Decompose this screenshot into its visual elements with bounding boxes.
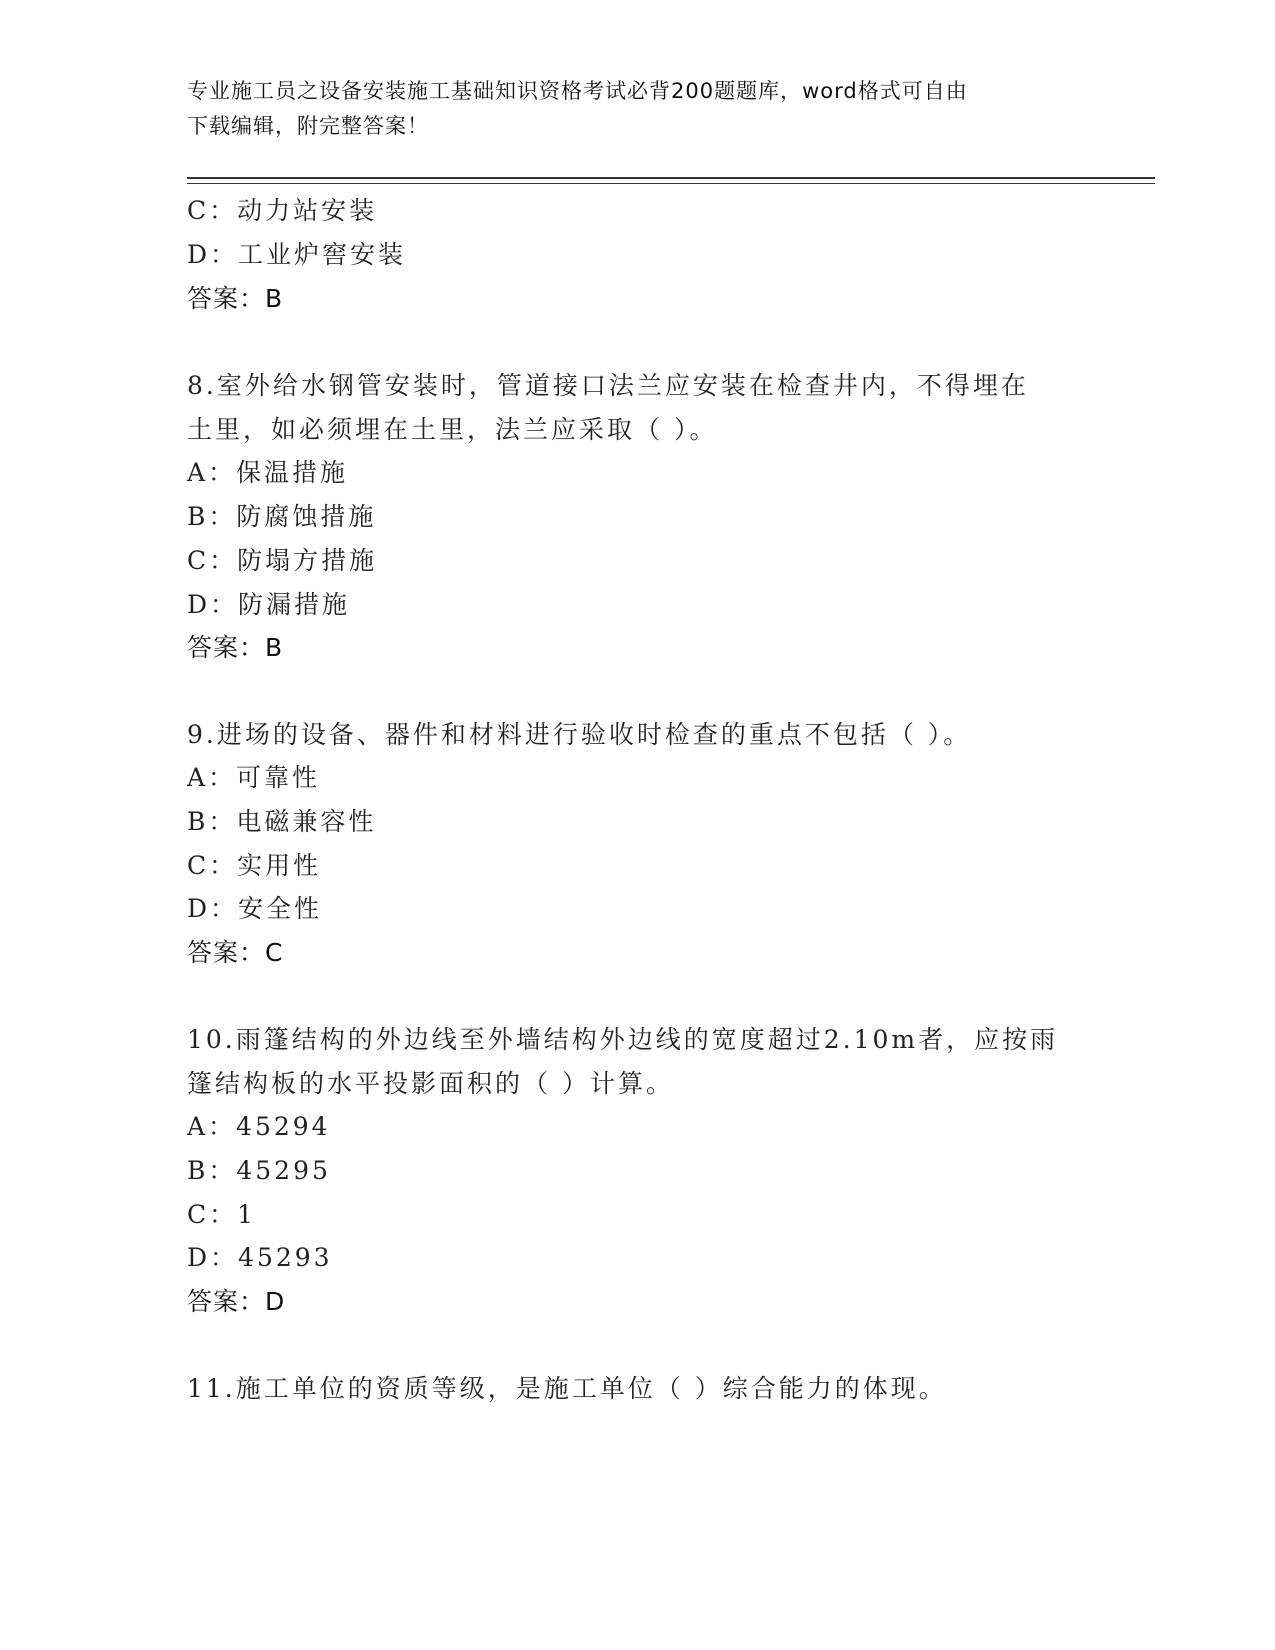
question-9-stem: 9.进场的设备、器件和材料进行验收时检查的重点不包括（ ）。 (187, 720, 972, 749)
question-8-stem-line-1: 8.室外给水钢管安装时，管道接口法兰应安装在检查井内，不得埋在 (187, 371, 1029, 400)
header-divider-thick (187, 177, 1155, 179)
question-9-option-b: B：电磁兼容性 (187, 807, 377, 836)
document-header (187, 74, 1087, 144)
question-8-option-d: D：防漏措施 (187, 590, 351, 619)
option-d: D：工业炉窖安装 (187, 240, 407, 269)
question-10-option-c: C：1 (187, 1200, 257, 1229)
question-9-option-a: A：可靠性 (187, 763, 321, 792)
question-11-stem: 11.施工单位的资质等级，是施工单位（ ）综合能力的体现。 (187, 1374, 947, 1403)
header-divider-thin (187, 183, 1155, 184)
header-title-line-1: 专业施工员之设备安装施工基础知识资格考试必背200题题库，word格式可自由 (187, 79, 968, 103)
question-8-option-b: B：防腐蚀措施 (187, 502, 377, 531)
question-10-stem-line-1: 10.雨篷结构的外边线至外墙结构外边线的宽度超过2.10m者，应按雨 (187, 1025, 1059, 1054)
question-8-stem-line-2: 土里，如必须埋在土里，法兰应采取（ ）。 (187, 415, 718, 444)
question-9-option-c: C：实用性 (187, 851, 322, 880)
answer-label: 答案：B (187, 284, 284, 313)
question-10-option-a: A：45294 (187, 1112, 331, 1141)
header-title-line-2: 下载编辑，附完整答案！ (187, 114, 429, 138)
question-10-stem-line-2: 篷结构板的水平投影面积的（ ）计算。 (187, 1069, 674, 1098)
question-8-answer: 答案：B (187, 633, 284, 662)
option-c: C：动力站安装 (187, 196, 378, 225)
question-8-option-c: C：防塌方措施 (187, 546, 378, 575)
question-10-option-d: D：45293 (187, 1243, 333, 1272)
question-9-answer: 答案：C (187, 938, 284, 967)
question-8-option-a: A：保温措施 (187, 458, 349, 487)
question-9-option-d: D：安全性 (187, 894, 323, 923)
question-10-option-b: B：45295 (187, 1156, 331, 1185)
question-10-answer: 答案：D (187, 1287, 286, 1316)
